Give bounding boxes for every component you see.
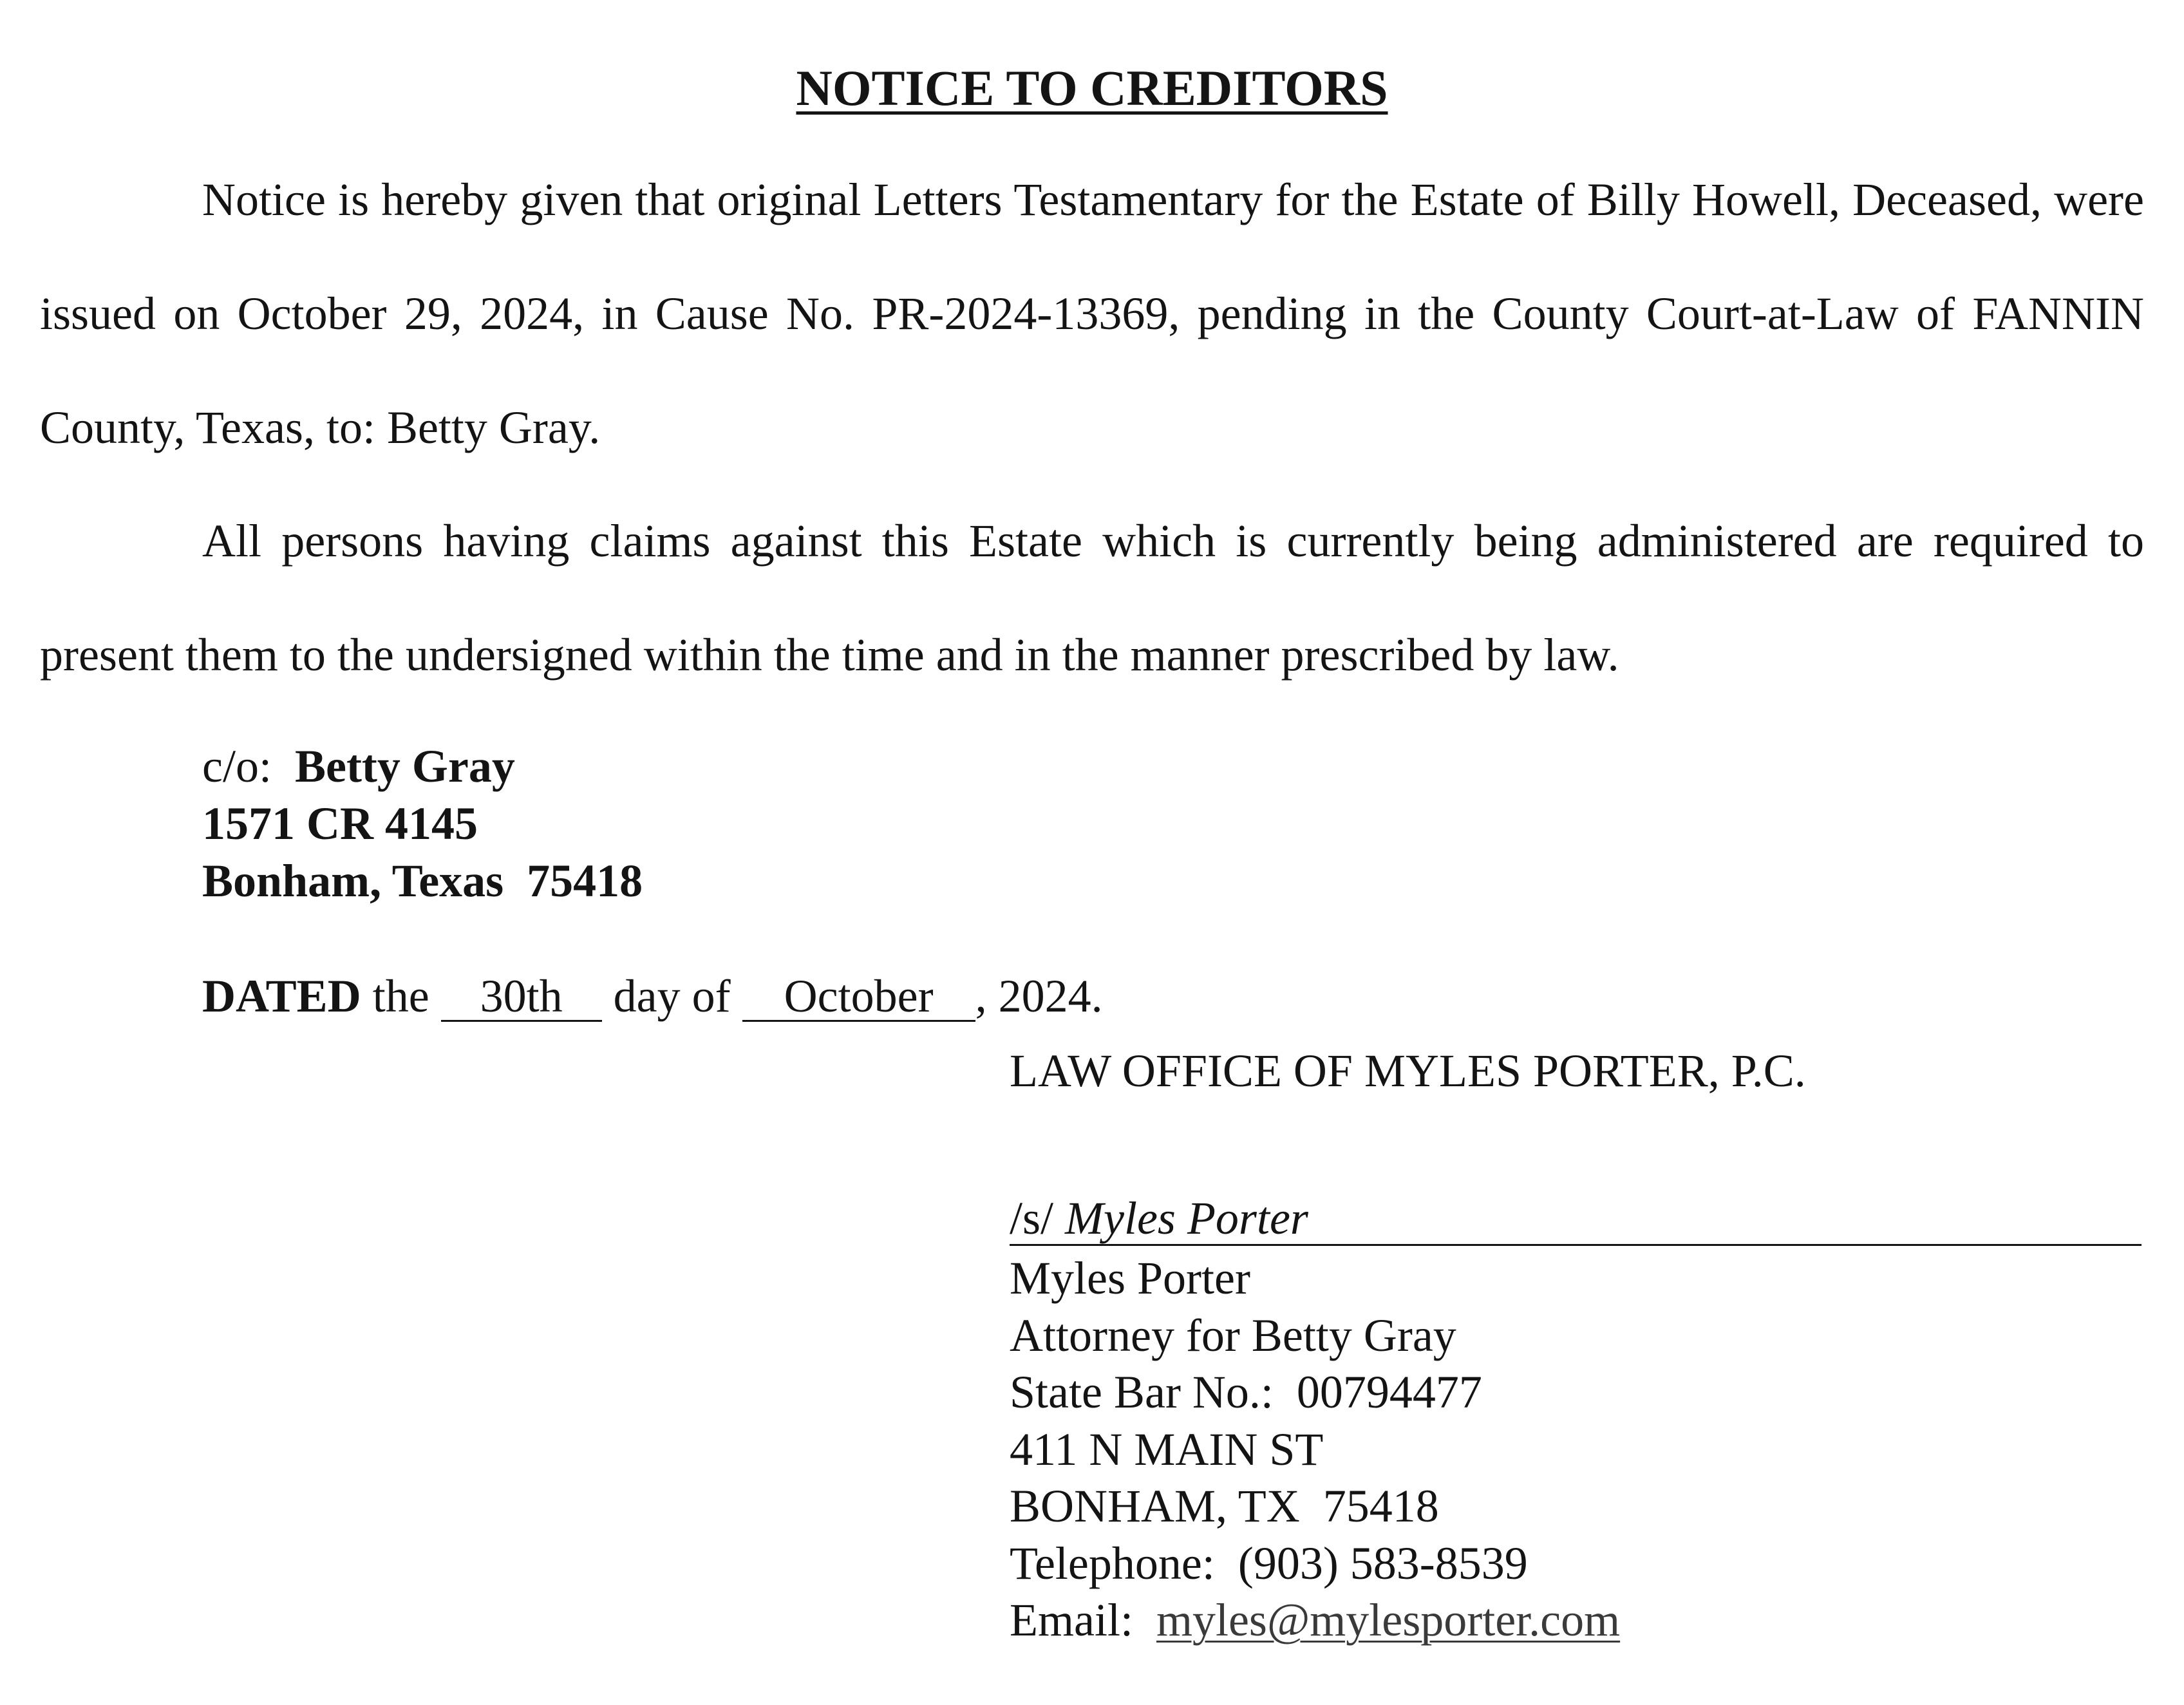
care-of-prefix: c/o: — [202, 740, 272, 792]
email-label: Email: — [1010, 1594, 1133, 1646]
notice-paragraph-letters: Notice is hereby given that original Letters Testamentary for the Estate of Billy Howell, Deceased, were issued on October 29, 2024, in Cause No. PR-2024-13369, pending in the County Court-at-Law of FANNIN County, Texas, to: Betty Gray. — [40, 174, 2144, 453]
dated-day-of: day of — [613, 970, 731, 1022]
attorney-role: Attorney for Betty Gray — [1010, 1309, 1456, 1361]
dated-day-field: 30th — [441, 972, 602, 1022]
signature-name: Myles Porter — [1065, 1192, 1308, 1244]
phone-number: (903) 583-8539 — [1238, 1537, 1528, 1589]
email-link[interactable]: myles@mylesporter.com — [1156, 1594, 1621, 1646]
notice-paragraph-claims: All persons having claims against this Estate which is currently being administered are required to present them to the undersigned within the time and in the manner prescribed by law. — [40, 515, 2144, 681]
attorney-email-line — [1010, 1592, 1620, 1649]
attorney-phone-line — [1010, 1535, 1620, 1592]
care-of-address-block — [202, 738, 643, 910]
signature-prefix: /s/ — [1010, 1192, 1054, 1244]
care-of-city: Bonham, Texas 75418 — [202, 855, 643, 907]
attorney-city: BONHAM, TX 75418 — [1010, 1480, 1439, 1532]
dated-the: the — [372, 970, 429, 1022]
firm-name: LAW OFFICE OF MYLES PORTER, P.C. — [1010, 1045, 1806, 1097]
attorney-street: 411 N MAIN ST — [1010, 1423, 1324, 1475]
care-of-line — [202, 738, 643, 795]
care-of-street: 1571 CR 4145 — [202, 798, 478, 849]
dated-label: DATED — [202, 970, 361, 1022]
signature-line — [1010, 1192, 2142, 1246]
bar-number: 00794477 — [1296, 1366, 1482, 1418]
attorney-bar-line — [1010, 1364, 1620, 1421]
attorney-name: Myles Porter — [1010, 1252, 1250, 1304]
dated-line — [202, 967, 1103, 1025]
dated-month-field: October — [742, 972, 975, 1022]
bar-label: State Bar No.: — [1010, 1366, 1274, 1418]
attorney-block — [1010, 1250, 1620, 1649]
phone-label: Telephone: — [1010, 1537, 1215, 1589]
dated-year: , 2024. — [975, 970, 1103, 1022]
care-of-name: Betty Gray — [294, 740, 515, 792]
notice-title: NOTICE TO CREDITORS — [796, 60, 1388, 116]
